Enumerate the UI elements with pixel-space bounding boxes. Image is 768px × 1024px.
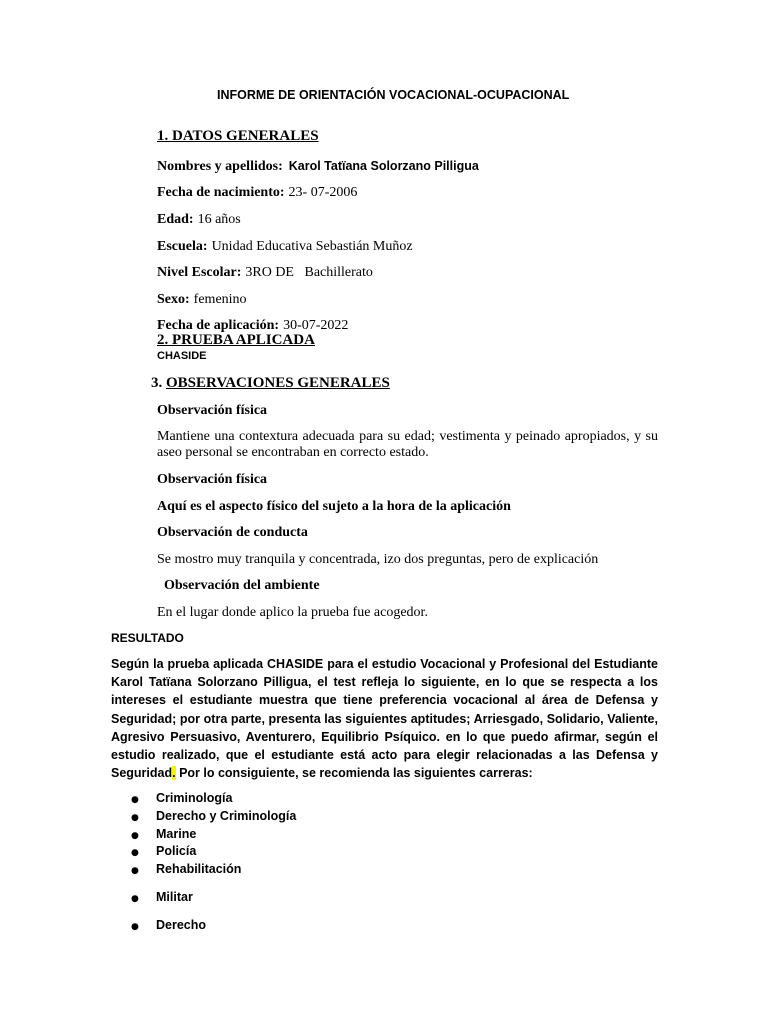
obs-ambiente-text: En el lugar donde aplico la prueba fue acogedor. [157,605,428,620]
section-3-heading [151,375,390,392]
field-nivel-escolar [157,263,373,281]
bullet-icon: ● [131,795,139,805]
obs-fisica-2-text: Aquí es el aspecto físico del sujeto a la hora de la aplicación [157,499,511,514]
field-value: 16 años [197,212,241,227]
field-label: Fecha de nacimiento: [157,185,285,200]
career-item: Policía [156,844,197,858]
field-label: Nivel Escolar: [157,265,242,280]
field-label: Edad: [157,212,194,227]
resultado-end-text: Por lo consiguiente, se recomienda las siguientes carreras: [175,766,533,781]
test-name: CHASIDE [157,350,207,362]
field-edad [157,210,241,228]
document-title: INFORME DE ORIENTACIÓN VOCACIONAL-OCUPACIONAL [217,88,570,102]
obs-conducta-label: Observación de conducta [157,525,308,540]
obs-conducta-text: Se mostro muy tranquila y concentrada, izo dos preguntas, pero de explicación [157,552,599,567]
bullet-icon: ● [131,922,139,932]
career-item: Militar [156,890,193,904]
section-3-title: OBSERVACIONES GENERALES [166,375,390,391]
field-value: femenino [193,292,247,307]
field-label: Sexo: [157,292,190,307]
bullet-icon: ● [131,848,139,858]
highlighted-period: . [172,766,176,781]
career-item: Marine [156,827,197,841]
bullet-icon: ● [131,894,139,904]
resultado-heading: RESULTADO [111,631,184,645]
field-value: 3RO DE Bachillerato [245,265,373,280]
obs-ambiente-label: Observación del ambiente [164,578,320,593]
field-value: Unidad Educativa Sebastián Muñoz [211,239,413,254]
section-3-number: 3. [151,375,163,391]
field-value: Karol Tatïana Solorzano Pilligua [288,159,479,173]
career-item: Criminología [156,791,233,805]
bullet-icon: ● [131,831,139,841]
career-item: Rehabilitación [156,862,242,876]
field-escuela [157,237,413,255]
resultado-paragraph [111,655,658,782]
field-label: Escuela: [157,239,208,254]
field-label: Nombres y apellidos: [157,159,283,174]
obs-fisica-2-label: Observación física [157,472,268,487]
field-value: 30-07-2022 [283,318,349,333]
resultado-main-text: Según la prueba aplicada CHASIDE para el estudio Vocacional y Profesional del Estudiante Karol Tatïana Solorzano Pilligua, el test refleja lo siguiente, en lo que se respecta a los intereses el estudiante muestra que tiene preferencia vocacional al área de Defensa y Seguridad; por otra parte, presenta las siguientes aptitudes; Arriesgado, Solidario, Valiente, Agresivo Persuasivo, Aventurero, Equilibrio Psíquico. en lo que puedo afirmar, según el estudio realizado, que el estudiante está acto para elegir relacionadas a las Defensa y Seguridad [111,657,658,781]
section-2-heading: 2. PRUEBA APLICADA [157,332,315,348]
field-value: 23- 07-2006 [288,185,358,200]
career-item: Derecho y Criminología [156,809,297,823]
obs-fisica-label: Observación física [157,403,268,418]
field-fecha-nacimiento [157,183,357,201]
field-label: Fecha de aplicación: [157,318,280,333]
bullet-icon: ● [131,813,139,823]
field-sexo [157,290,247,308]
obs-fisica-text: Mantiene una contextura adecuada para su edad; vestimenta y peinado apropiados, y su aseo personal se encontraban en correcto estado. [157,429,658,460]
career-item: Derecho [156,918,207,932]
bullet-icon: ● [131,866,139,876]
section-1-heading: 1. DATOS GENERALES [157,128,319,144]
field-nombres [157,157,479,175]
